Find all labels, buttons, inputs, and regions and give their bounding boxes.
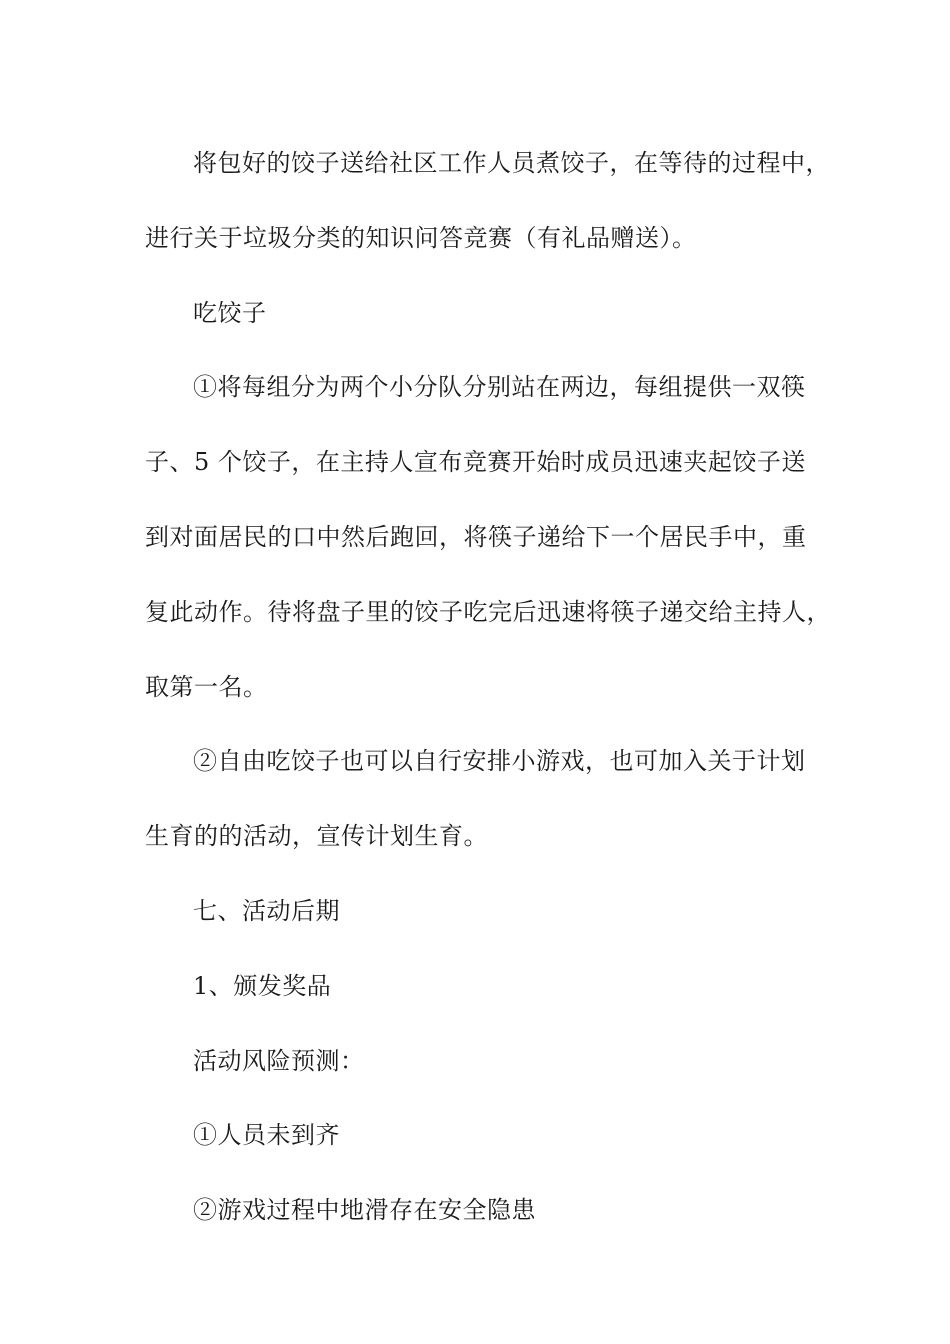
section-heading: 活动风险预测：: [193, 1046, 365, 1075]
list-item: 1、颁发奖品: [193, 971, 332, 1000]
paragraph-line: ②自由吃饺子也可以自行安排小游戏，也可加入关于计划: [193, 747, 806, 776]
list-item: ①人员未到齐: [193, 1121, 340, 1150]
list-item: ②游戏过程中地滑存在安全隐患: [193, 1196, 536, 1225]
paragraph-line: 取第一名。: [145, 672, 268, 701]
paragraph-line: ①将每组分为两个小分队分别站在两边，每组提供一双筷: [193, 373, 806, 402]
section-heading: 吃饺子: [193, 298, 267, 327]
paragraph-line: 复此动作。待将盘子里的饺子吃完后迅速将筷子递交给主持人，: [145, 597, 831, 626]
paragraph-line: 子、5 个饺子，在主持人宣布竞赛开始时成员迅速夹起饺子送: [145, 448, 806, 477]
paragraph-line: 到对面居民的口中然后跑回，将筷子递给下一个居民手中，重: [145, 522, 807, 551]
paragraph-line: 进行关于垃圾分类的知识问答竞赛（有礼品赠送）。: [145, 223, 697, 252]
section-heading: 七、活动后期: [193, 896, 340, 925]
paragraph-line: 生育的的活动，宣传计划生育。: [145, 822, 488, 851]
paragraph-line: 将包好的饺子送给社区工作人员煮饺子，在等待的过程中，: [193, 149, 830, 177]
document-page: [145, 126, 831, 1248]
